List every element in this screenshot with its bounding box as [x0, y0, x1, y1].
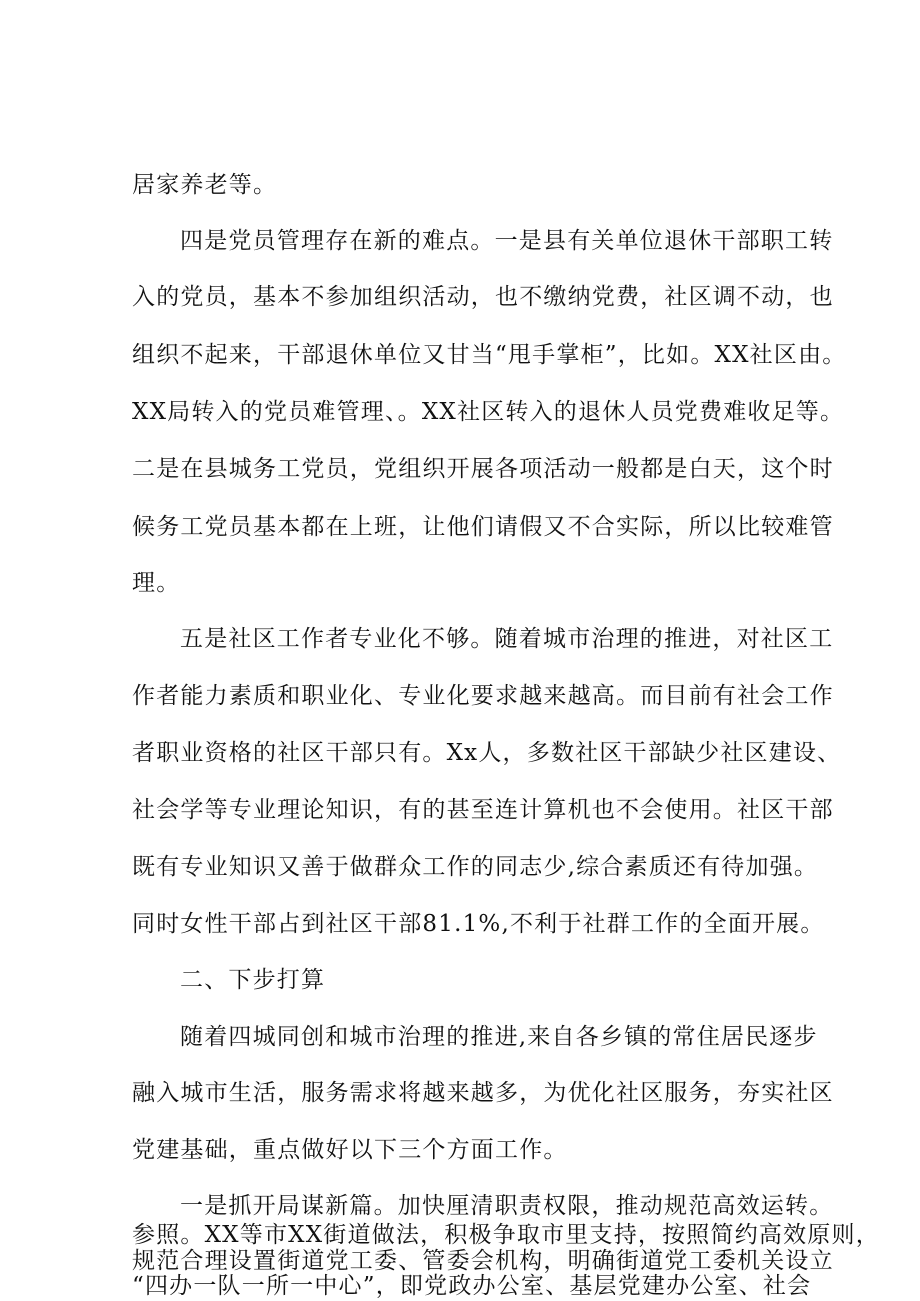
text-line: 居家养老等。 — [132, 172, 278, 198]
text-line: XX局转入的党员难管理、。XX社区转入的退休人员党费难收足等。 — [132, 399, 845, 425]
paragraph-start-line: 四是党员管理存在新的难点。一是县有关单位退休干部职工转 — [180, 228, 834, 254]
text-line: 者职业资格的社区干部只有。Xx人，多数社区干部缺少社区建设、 — [132, 740, 842, 766]
text-line: 组织不起来，干部退休单位又甘当“甩手掌柜”，比如。XX社区由。 — [132, 342, 847, 368]
text-line: 融入城市生活，服务需求将越来越多，为优化社区服务，夯实社区 — [132, 1080, 834, 1106]
text-line: 同时女性干部占到社区干部81.1%,不利于社群工作的全面开展。 — [132, 911, 825, 937]
paragraph-start-line: 随着四城同创和城市治理的推进,来自各乡镇的常住居民逐步 — [180, 1024, 818, 1050]
text-line: 入的党员，基本不参加组织活动，也不缴纳党费，社区调不动，也 — [132, 284, 834, 310]
text-line: 理。 — [132, 570, 181, 596]
text-line: 既有专业知识又善于做群众工作的同志少,综合素质还有待加强。 — [132, 854, 819, 880]
text-line: 参照。XX等市XX街道做法，积极争取市里支持，按照简约高效原则， — [132, 1222, 880, 1248]
paragraph-start-line: 一是抓开局谋新篇。加快厘清职责权限，推动规范高效运转。 — [180, 1193, 834, 1219]
paragraph-start-line: 五是社区工作者专业化不够。随着城市治理的推进，对社区工 — [180, 626, 834, 652]
text-line: 二是在县城务工党员，党组织开展各项活动一般都是白天，这个时 — [132, 456, 834, 482]
section-heading: 二、下步打算 — [180, 967, 326, 993]
text-line: 社会学等专业理论知识，有的甚至连计算机也不会使用。社区干部 — [132, 797, 834, 823]
text-line: 候务工党员基本都在上班，让他们请假又不合实际，所以比较难管 — [132, 514, 834, 540]
text-line: 作者能力素质和职业化、专业化要求越来越高。而目前有社会工作 — [132, 683, 834, 709]
text-line: “四办一队一所一中心”，即党政办公室、基层党建办公室、社会 — [132, 1273, 812, 1299]
text-line: 党建基础，重点做好以下三个方面工作。 — [132, 1137, 568, 1163]
text-line: 规范合理设置街道党工委、管委会机构，明确街道党工委机关设立 — [132, 1248, 834, 1274]
